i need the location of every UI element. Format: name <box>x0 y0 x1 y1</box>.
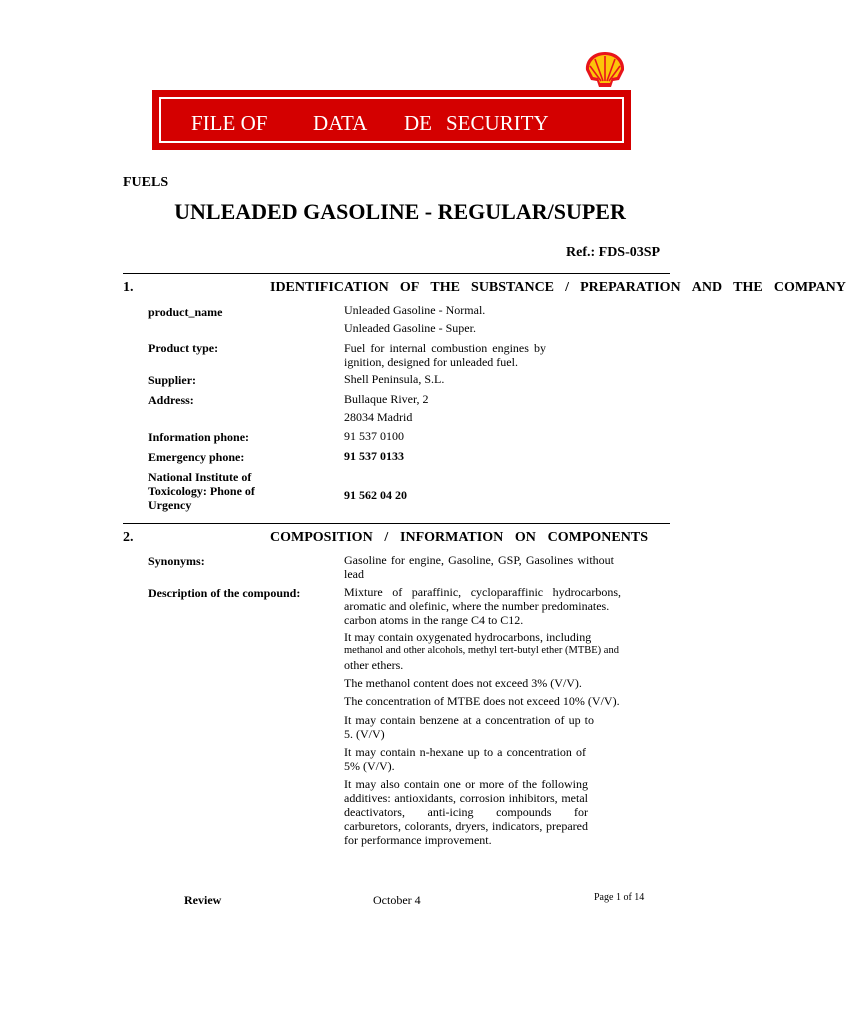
banner-word: SECURITY <box>446 111 549 135</box>
description-paragraph: The concentration of MTBE does not exceed 10% (V/V). <box>344 694 620 708</box>
description-paragraph: It may contain oxygenated hydrocarbons, including <box>344 630 592 644</box>
page-number: Page 1 of 14 <box>594 892 645 903</box>
field-value: Shell Peninsula, S.L. <box>344 372 445 386</box>
section-number: 2. <box>123 530 134 545</box>
title-word: COMPANY <box>773 280 846 295</box>
field-label: Synonyms: <box>148 554 205 568</box>
reference-number: Ref.: FDS-03SP <box>566 245 661 260</box>
page-title: UNLEADED GASOLINE - REGULAR/SUPER <box>174 199 626 224</box>
title-word: PREPARATION <box>580 280 681 295</box>
title-word: THE <box>733 280 763 295</box>
footer-date: October 4 <box>373 893 421 907</box>
field-value: Unleaded Gasoline - Normal. <box>344 303 486 317</box>
banner-word: FILE OF <box>191 111 268 135</box>
field-value: Gasoline for engine, Gasoline, GSP, Gasolines without lead <box>344 553 614 581</box>
description-paragraph: Mixture of paraffinic, cycloparaffinic hydrocarbons, aromatic and olefinic, where the number predominates. <box>344 585 621 613</box>
shell-logo-icon <box>583 50 627 90</box>
banner-frame <box>159 97 624 143</box>
title-word: OF <box>399 280 420 295</box>
field-label: Product type: <box>148 341 219 355</box>
section-title-words <box>270 530 648 546</box>
document-banner <box>152 90 631 150</box>
description-paragraph: other ethers. <box>344 658 404 672</box>
field-label: Supplier: <box>148 373 197 387</box>
field-value: Bullaque River, 2 <box>344 392 429 406</box>
description-paragraph: It may contain n-hexane up to a concentration of 5% (V/V). <box>344 745 586 773</box>
title-word: AND <box>691 280 723 295</box>
field-label: National Institute of Toxicology: Phone of Urgency <box>148 470 255 512</box>
field-value: 91 537 0100 <box>344 429 404 443</box>
field-label: Description of the compound: <box>148 586 301 600</box>
description-paragraph: methanol and other alcohols, methyl tert-butyl ether (MTBE) and <box>344 645 619 656</box>
title-word: COMPONENTS <box>547 530 648 545</box>
title-word: / <box>565 280 569 295</box>
title-word: COMPOSITION <box>270 530 373 545</box>
section-1-title <box>123 280 846 296</box>
field-value: Unleaded Gasoline - Super. <box>344 321 476 335</box>
field-value: 28034 Madrid <box>344 410 413 424</box>
field-value: Fuel for internal combustion engines by ignition, designed for unleaded fuel. <box>344 341 546 369</box>
category-label: FUELS <box>123 175 169 190</box>
field-label: product_name <box>148 305 223 319</box>
banner-word: DE <box>404 111 432 135</box>
section-2-title <box>123 530 723 546</box>
title-word: INFORMATION <box>400 530 504 545</box>
field-label: Address: <box>148 393 194 407</box>
section-number: 1. <box>123 280 134 295</box>
field-value: 91 562 04 20 <box>344 488 407 502</box>
field-label: Information phone: <box>148 430 250 444</box>
field-value: 91 537 0133 <box>344 449 404 463</box>
section-divider <box>123 273 670 274</box>
title-word: ON <box>514 530 536 545</box>
title-word: / <box>384 530 389 545</box>
description-paragraph: It may contain benzene at a concentration of up to 5. (V/V) <box>344 713 594 741</box>
description-paragraph: The methanol content does not exceed 3% (V/V). <box>344 676 582 690</box>
title-word: THE <box>430 280 460 295</box>
footer-review: Review <box>184 893 222 907</box>
section-title-words <box>270 280 846 296</box>
field-label: Emergency phone: <box>148 450 245 464</box>
description-paragraph: It may also contain one or more of the following additives: antioxidants, corrosion inhibitors, metal deactivators, anti-icing compounds for carburetors, colorants, dryers, indicators, prepared for performance improvement. <box>344 777 588 847</box>
banner-word: DATA <box>313 111 368 135</box>
description-paragraph: carbon atoms in the range C4 to C12. <box>344 613 524 627</box>
title-word: SUBSTANCE <box>471 280 555 295</box>
title-word: IDENTIFICATION <box>270 280 389 295</box>
section-divider <box>123 523 670 524</box>
